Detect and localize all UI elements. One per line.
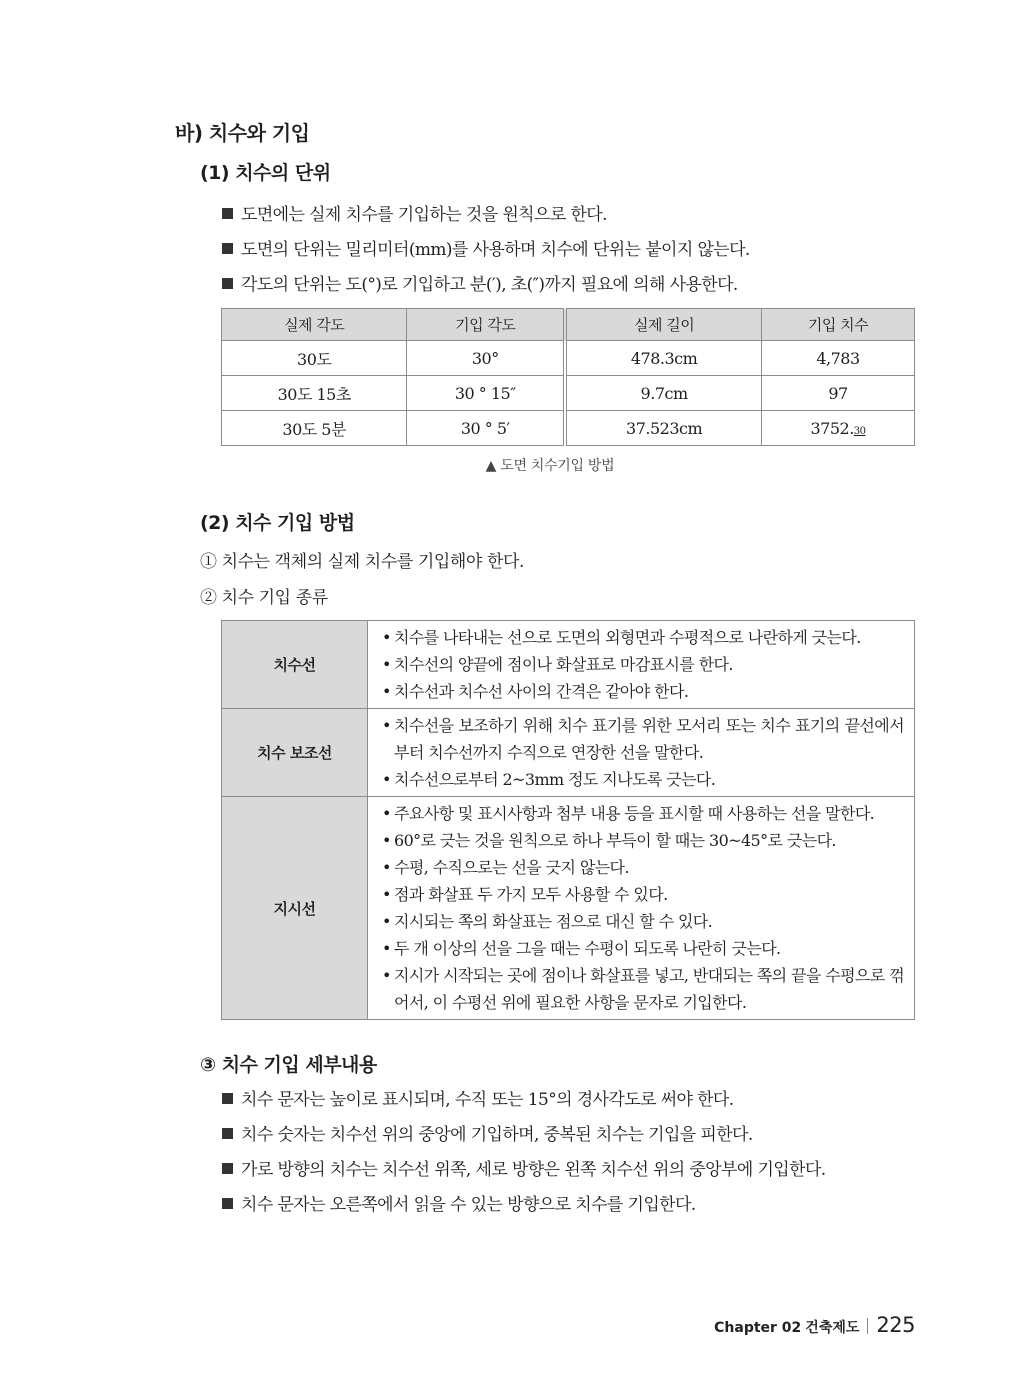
chapter-label: Chapter 02 xyxy=(714,1320,802,1336)
method-item: ② 치수 기입 종류 xyxy=(200,588,328,608)
table-row xyxy=(222,797,915,1020)
unit-bullet: 도면의 단위는 밀리미터(mm)를 사용하며 치수에 단위는 붙이지 않는다. xyxy=(222,235,750,260)
square-bullet-icon xyxy=(222,1093,233,1104)
unit-bullet: 도면에는 실제 치수를 기입하는 것을 원칙으로 한다. xyxy=(222,200,607,225)
table-header-cell: 실제 각도 xyxy=(222,309,407,341)
list-item: • 치수선과 치수선 사이의 간격은 같아야 한다. xyxy=(382,678,904,705)
list-item: • 지시되는 쪽의 화살표는 점으로 대신 할 수 있다. xyxy=(382,908,904,935)
table-row xyxy=(222,341,915,376)
table-cell: 30° xyxy=(407,341,565,376)
unit-heading: (1) 치수의 단위 xyxy=(200,162,331,184)
table-cell xyxy=(762,411,915,446)
table-header-cell: 기입 각도 xyxy=(407,309,565,341)
method-item: ① 치수는 객체의 실제 치수를 기입해야 한다. xyxy=(200,552,525,572)
row-label: 치수 보조선 xyxy=(222,709,368,797)
table-caption: ▲ 도면 치수기입 방법 xyxy=(485,458,615,474)
footer-divider xyxy=(867,1318,868,1334)
list-item: • 지시가 시작되는 곳에 점이나 화살표를 넣고, 반대되는 쪽의 끝을 수평으로 꺾어서, 이 수평선 위에 필요한 사항을 문자로 기입한다. xyxy=(382,962,904,1016)
list-item: • 점과 화살표 두 가지 모두 사용할 수 있다. xyxy=(382,881,904,908)
table-cell: 30 ° 15″ xyxy=(407,376,565,411)
row-label: 치수선 xyxy=(222,621,368,709)
list-item: • 60°로 긋는 것을 원칙으로 하나 부득이 할 때는 30~45°로 긋는다. xyxy=(382,827,904,854)
square-bullet-icon xyxy=(222,1128,233,1139)
square-bullet-icon xyxy=(222,208,233,219)
table-cell: 30도 15초 xyxy=(222,376,407,411)
square-bullet-icon xyxy=(222,1163,233,1174)
row-body xyxy=(368,621,915,709)
table-row xyxy=(222,376,915,411)
square-bullet-icon xyxy=(222,243,233,254)
page-number: 225 xyxy=(876,1313,915,1337)
table-cell: 30도 5분 xyxy=(222,411,407,446)
unit-bullet: 각도의 단위는 도(°)로 기입하고 분(′), 초(″)까지 필요에 의해 사용한다. xyxy=(222,270,738,295)
details-bullet: 치수 문자는 오른쪽에서 읽을 수 있는 방향으로 치수를 기입한다. xyxy=(222,1190,696,1215)
dimension-value: 3752. xyxy=(810,418,854,438)
table-row xyxy=(222,621,915,709)
table-header-cell: 실제 길이 xyxy=(565,309,761,341)
table-header-cell: 기입 치수 xyxy=(762,309,915,341)
list-item: • 두 개 이상의 선을 그을 때는 수평이 되도록 나란히 긋는다. xyxy=(382,935,904,962)
details-bullet: 치수 문자는 높이로 표시되며, 수직 또는 15°의 경사각도로 써야 한다. xyxy=(222,1085,734,1110)
row-body xyxy=(368,797,915,1020)
row-label: 지시선 xyxy=(222,797,368,1020)
table-cell: 9.7cm xyxy=(565,376,761,411)
details-bullet: 치수 숫자는 치수선 위의 중앙에 기입하며, 중복된 치수는 기입을 피한다. xyxy=(222,1120,753,1145)
row-body xyxy=(368,709,915,797)
table-cell: 97 xyxy=(762,376,915,411)
details-heading: ③ 치수 기입 세부내용 xyxy=(200,1054,377,1076)
method-heading: (2) 치수 기입 방법 xyxy=(200,512,355,534)
dimension-subscript: 30 xyxy=(853,425,866,437)
square-bullet-icon xyxy=(222,278,233,289)
details-bullet: 가로 방향의 치수는 치수선 위쪽, 세로 방향은 왼쪽 치수선 위의 중앙부에 기입한다. xyxy=(222,1155,826,1180)
table-cell: 37.523cm xyxy=(565,411,761,446)
list-item: • 치수선의 양끝에 점이나 화살표로 마감표시를 한다. xyxy=(382,651,904,678)
list-item: • 수평, 수직으로는 선을 긋지 않는다. xyxy=(382,854,904,881)
dimension-types-table xyxy=(221,620,915,1020)
table-cell: 4,783 xyxy=(762,341,915,376)
table-header-row xyxy=(222,309,915,341)
table-cell: 478.3cm xyxy=(565,341,761,376)
list-item: • 치수를 나타내는 선으로 도면의 외형면과 수평적으로 나란하게 긋는다. xyxy=(382,624,904,651)
table-cell: 30도 xyxy=(222,341,407,376)
table-row xyxy=(222,411,915,446)
list-item: • 치수선으로부터 2~3mm 정도 지나도록 긋는다. xyxy=(382,766,904,793)
list-item: • 치수선을 보조하기 위해 치수 표기를 위한 모서리 또는 치수 표기의 끝선에서부터 치수선까지 수직으로 연장한 선을 말한다. xyxy=(382,712,904,766)
angle-length-table xyxy=(221,308,915,446)
table-cell: 30 ° 5′ xyxy=(407,411,565,446)
page-footer xyxy=(714,1313,915,1337)
table-row xyxy=(222,709,915,797)
section-title: 바) 치수와 기입 xyxy=(175,121,310,145)
square-bullet-icon xyxy=(222,1198,233,1209)
list-item: • 주요사항 및 표시사항과 첨부 내용 등을 표시할 때 사용하는 선을 말한다. xyxy=(382,800,904,827)
chapter-title: 건축제도 xyxy=(805,1320,860,1336)
